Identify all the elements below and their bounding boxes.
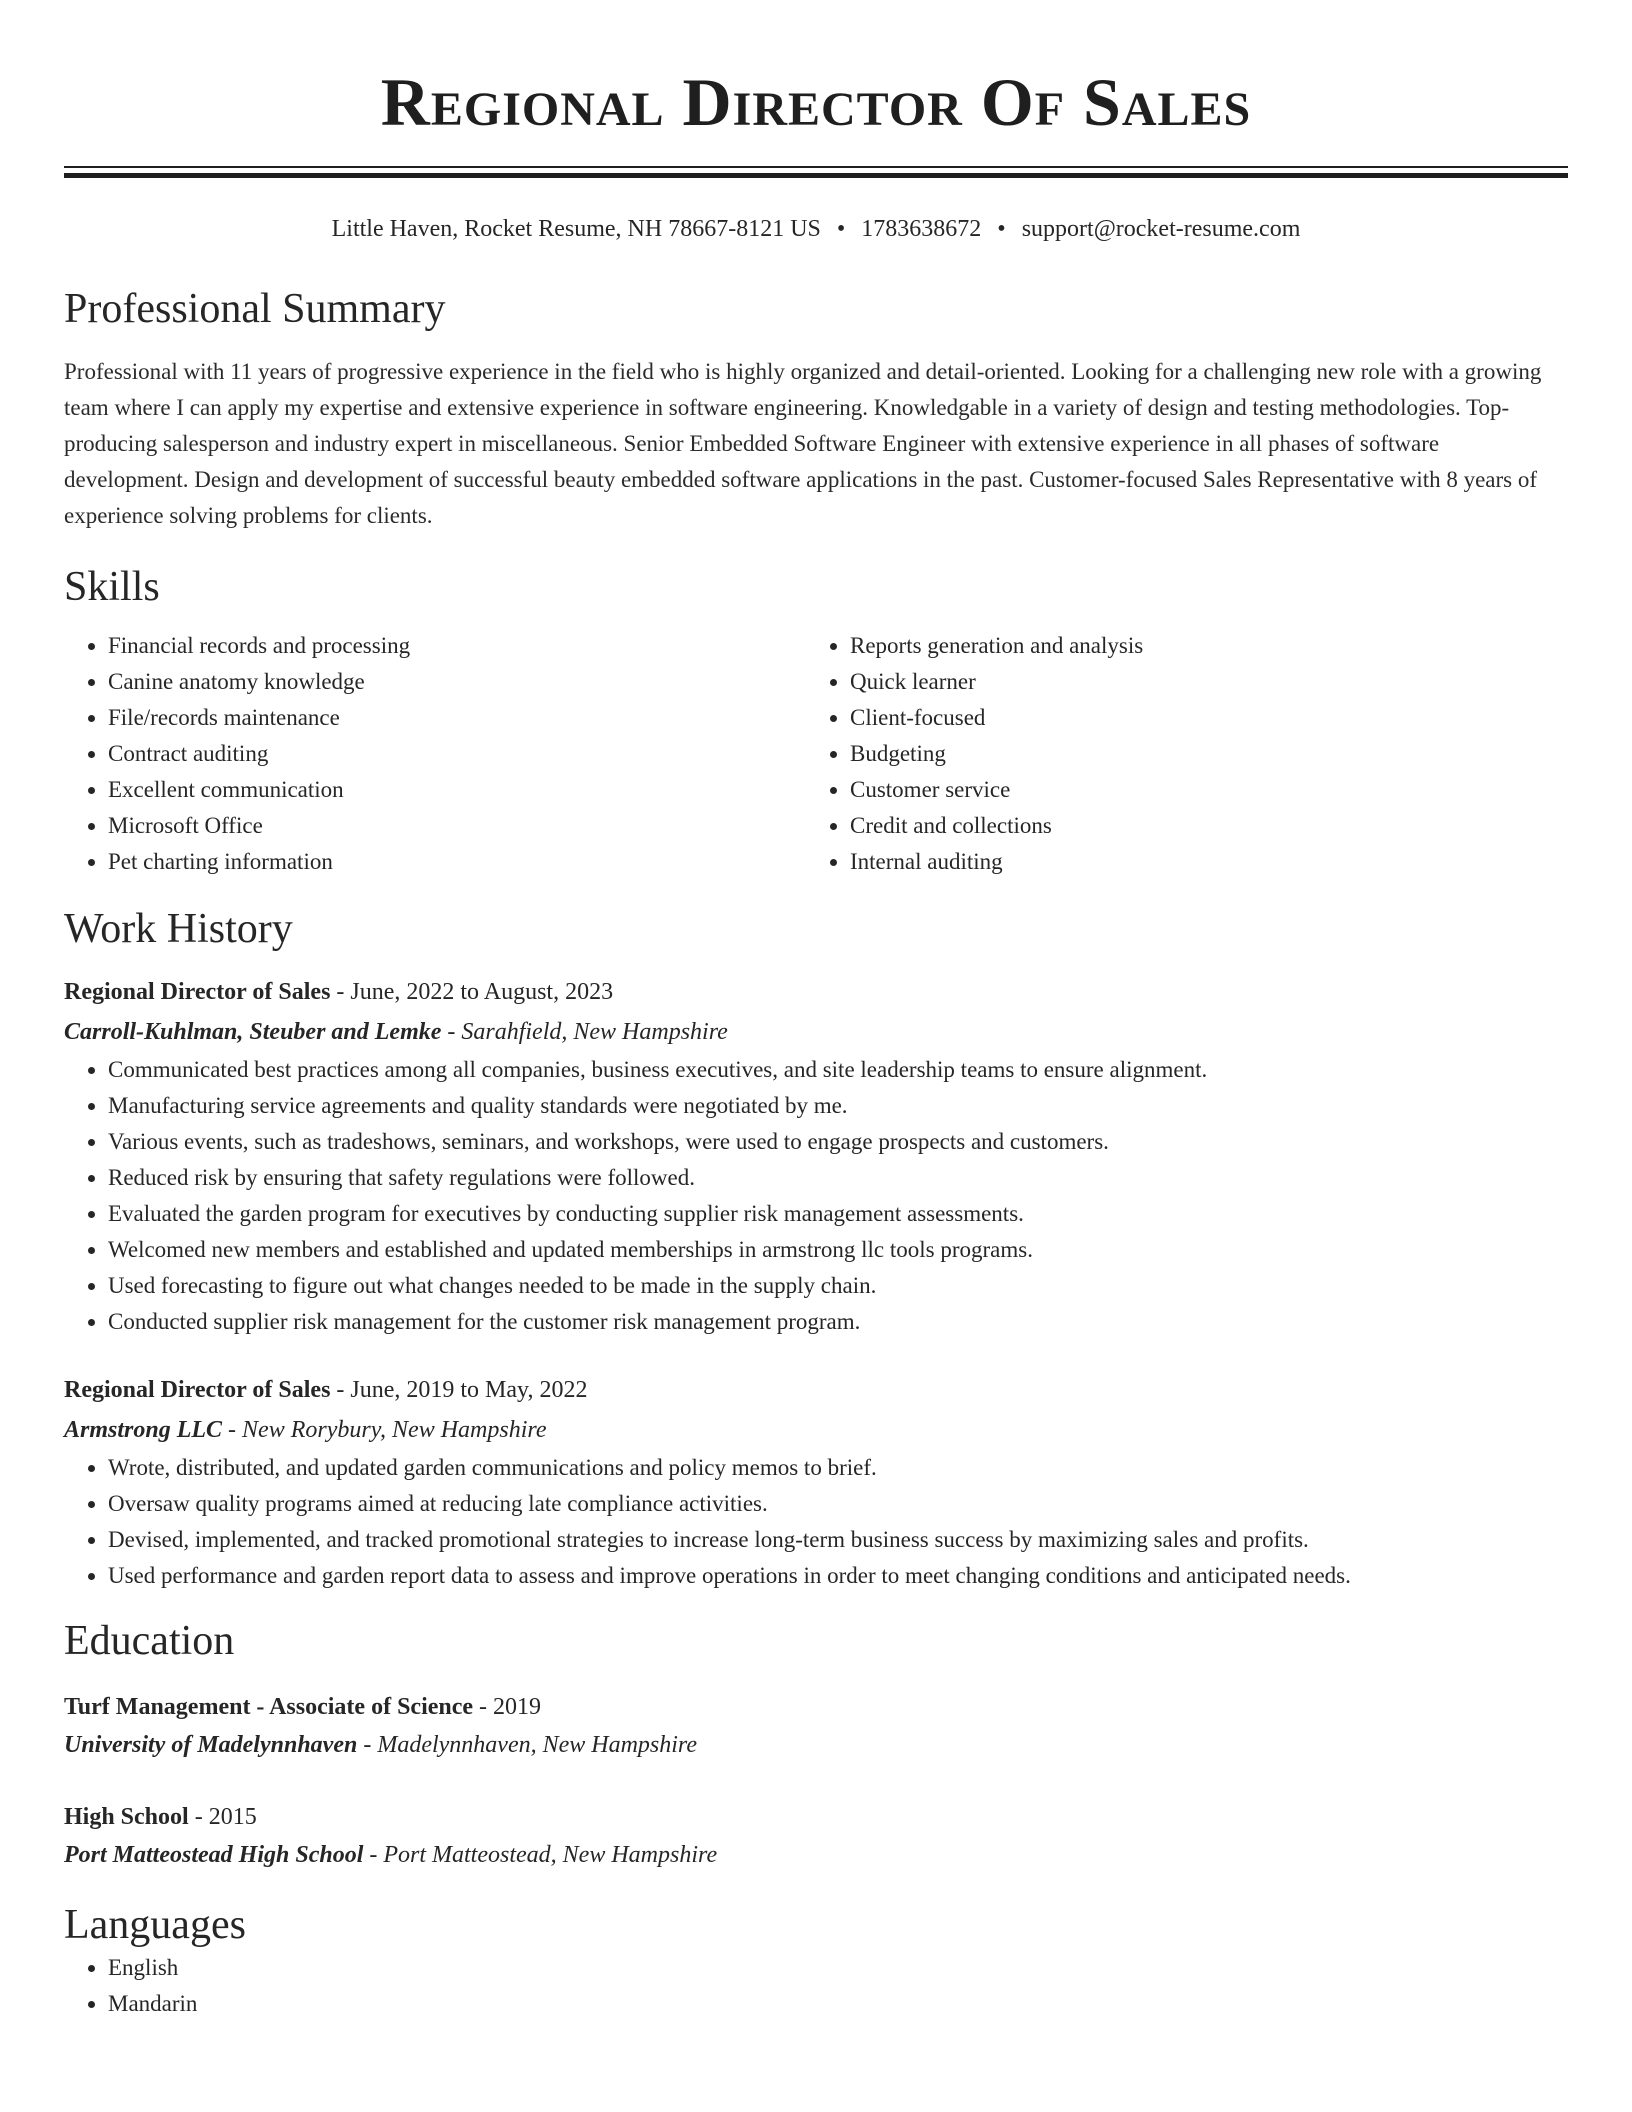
- education-school-line: [64, 1726, 1568, 1764]
- skill-item: • Credit and collections: [850, 808, 1548, 844]
- skill-item: • File/records maintenance: [108, 700, 806, 736]
- divider-thick-line: [64, 173, 1568, 178]
- contact-email: support@rocket-resume.com: [1021, 216, 1301, 242]
- education-entry: [64, 1798, 1568, 1874]
- job-duties: [64, 1052, 1568, 1340]
- education-location: - Madelynnhaven, New Hampshire: [357, 1732, 698, 1758]
- section-title-skills: Skills: [64, 564, 160, 610]
- skill-item: • Quick learner: [850, 664, 1548, 700]
- section-title-summary: Professional Summary: [64, 286, 446, 332]
- section-title-languages: Languages: [64, 1902, 246, 1948]
- job-duties: [64, 1450, 1568, 1594]
- divider-thin-line: [64, 166, 1568, 168]
- job-duty: • Used forecasting to figure out what changes needed to be made in the supply chain.: [108, 1268, 1568, 1304]
- education-year: - 2019: [473, 1694, 542, 1720]
- education-location: - Port Matteostead, New Hampshire: [363, 1842, 718, 1868]
- section-title-education: Education: [64, 1618, 235, 1664]
- language-item: • English: [108, 1950, 1568, 1986]
- job-duty: • Evaluated the garden program for executives by conducting supplier risk management assessments.: [108, 1196, 1568, 1232]
- skill-item: • Financial records and processing: [108, 628, 806, 664]
- contact-phone: 1783638672: [861, 216, 982, 242]
- skill-item: • Canine anatomy knowledge: [108, 664, 806, 700]
- job-dates: - June, 2019 to May, 2022: [330, 1377, 588, 1403]
- education-school: University of Madelynnhaven: [64, 1732, 358, 1758]
- job-location: - Sarahfield, New Hampshire: [441, 1019, 728, 1045]
- skill-item: • Excellent communication: [108, 772, 806, 808]
- resume-title: Regional Director Of Sales: [380, 64, 1252, 140]
- contact-line: [64, 214, 1568, 244]
- job-company-line: [64, 1012, 1568, 1052]
- education-degree: Turf Management - Associate of Science: [64, 1694, 474, 1720]
- skill-item: • Client-focused: [850, 700, 1548, 736]
- skill-item: • Customer service: [850, 772, 1548, 808]
- job-duty: • Welcomed new members and established and updated memberships in armstrong llc tools programs.: [108, 1232, 1568, 1268]
- job-duty: • Wrote, distributed, and updated garden communications and policy memos to brief.: [108, 1450, 1568, 1486]
- education-degree: High School: [64, 1804, 189, 1830]
- skill-item: • Pet charting information: [108, 844, 806, 880]
- skill-item: • Budgeting: [850, 736, 1548, 772]
- summary-text: Professional with 11 years of progressive experience in the field who is highly organized and detail-oriented. Looking for a challenging new role with a growing team where I can apply my expertise and extensive experience in software engineering. Knowledgable in a variety of design and testing methodologies. Top-producing salesperson and industry expert in miscellaneous. Senior Embedded Software Engineer with extensive experience in all phases of software development. Design and development of successful beauty embedded software applications in the past. Customer-focused Sales Representative with 8 years of experience solving problems for clients.: [64, 359, 1542, 528]
- job-duty: • Manufacturing service agreements and quality standards were negotiated by me.: [108, 1088, 1568, 1124]
- job-heading: [64, 972, 1568, 1012]
- contact-address: Little Haven, Rocket Resume, NH 78667-8121 US: [331, 216, 821, 242]
- job-heading: [64, 1370, 1568, 1410]
- job-duty: • Devised, implemented, and tracked promotional strategies to increase long-term business success by maximizing sales and profits.: [108, 1522, 1568, 1558]
- job-duty: • Oversaw quality programs aimed at reducing late compliance activities.: [108, 1486, 1568, 1522]
- education-school-line: [64, 1836, 1568, 1874]
- job-entry: [64, 1370, 1568, 1594]
- job-duty: • Used performance and garden report data to assess and improve operations in order to meet changing conditions and anticipated needs.: [108, 1558, 1568, 1594]
- job-entry: [64, 972, 1568, 1340]
- section-title-work-history: Work History: [64, 906, 293, 952]
- skill-item: • Reports generation and analysis: [850, 628, 1548, 664]
- education-heading: [64, 1688, 1568, 1726]
- education-entry: [64, 1688, 1568, 1764]
- job-role: Regional Director of Sales: [64, 1377, 331, 1403]
- skills-column-left: [64, 628, 806, 880]
- skill-item: • Microsoft Office: [108, 808, 806, 844]
- job-role: Regional Director of Sales: [64, 979, 331, 1005]
- job-duty: • Communicated best practices among all companies, business executives, and site leadership teams to ensure alignment.: [108, 1052, 1568, 1088]
- job-company: Armstrong LLC: [64, 1417, 223, 1443]
- contact-separator: •: [997, 216, 1006, 242]
- job-dates: - June, 2022 to August, 2023: [330, 979, 614, 1005]
- education-school: Port Matteostead High School: [64, 1842, 364, 1868]
- language-item: • Mandarin: [108, 1986, 1568, 2022]
- job-company-line: [64, 1410, 1568, 1450]
- job-company: Carroll-Kuhlman, Steuber and Lemke: [64, 1019, 442, 1045]
- job-location: - New Rorybury, New Hampshire: [222, 1417, 547, 1443]
- job-duty: • Conducted supplier risk management for the customer risk management program.: [108, 1304, 1568, 1340]
- skill-item: • Internal auditing: [850, 844, 1548, 880]
- education-heading: [64, 1798, 1568, 1836]
- languages-list: [64, 1950, 1568, 2022]
- contact-separator: •: [836, 216, 846, 242]
- education-year: - 2015: [188, 1804, 257, 1830]
- skills-grid: [64, 628, 1568, 880]
- job-duty: • Reduced risk by ensuring that safety regulations were followed.: [108, 1160, 1568, 1196]
- skill-item: • Contract auditing: [108, 736, 806, 772]
- resume-page: [64, 0, 1568, 2022]
- job-duty: • Various events, such as tradeshows, seminars, and workshops, were used to engage prospects and customers.: [108, 1124, 1568, 1160]
- title-divider: [64, 166, 1568, 178]
- skills-column-right: [806, 628, 1548, 880]
